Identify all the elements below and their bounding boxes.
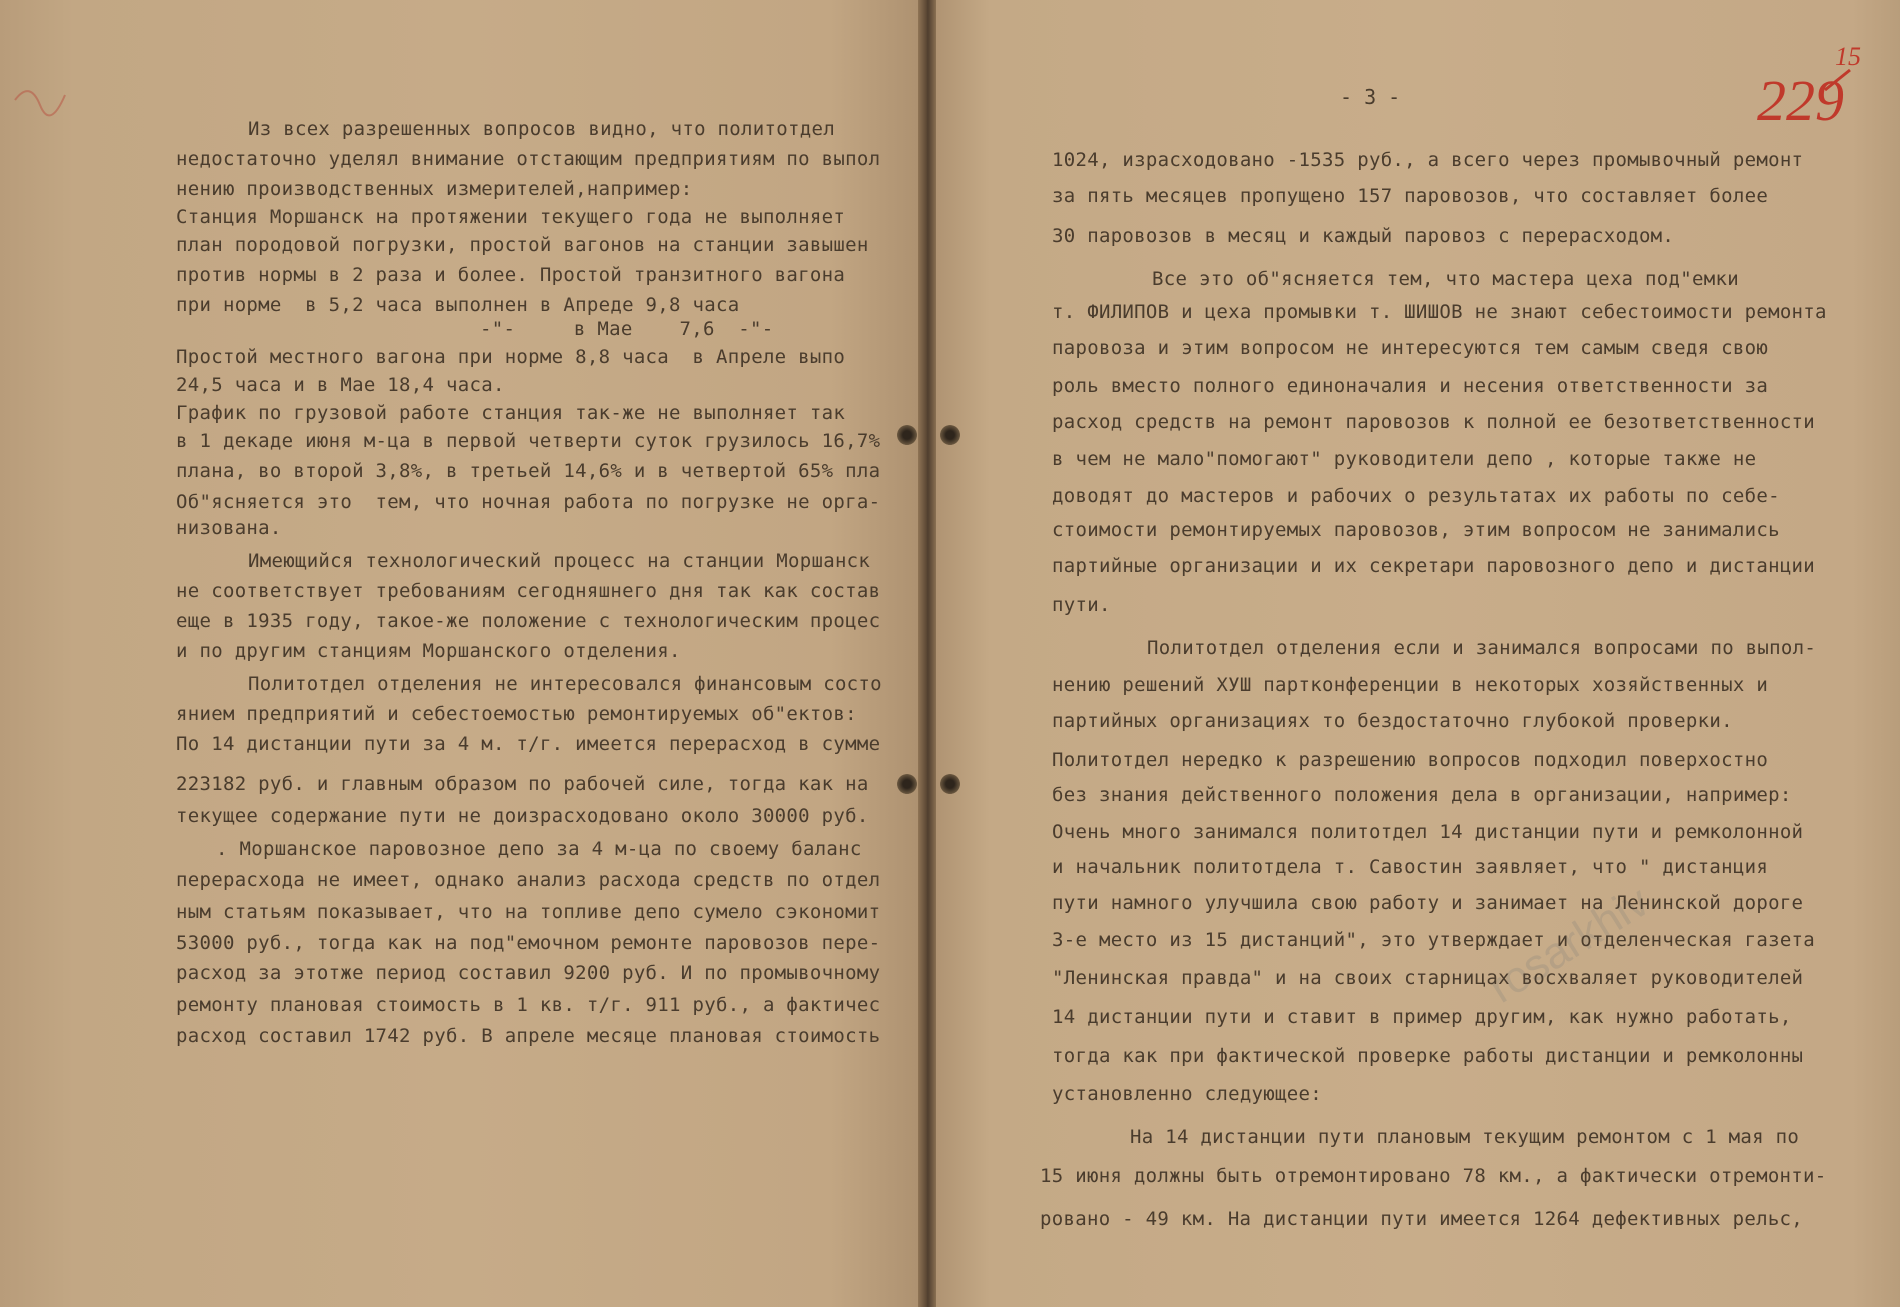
left-text-line: янием предприятий и себестоемостью ремонтируемых об"ектов: (176, 703, 857, 725)
binding-hole (940, 774, 960, 794)
watermark: rosarkhiv (1480, 876, 1658, 1013)
right-text-line: за пять месяцев пропущено 157 паровозов, что составляет более (1052, 185, 1769, 207)
left-text-line: 223182 руб. и главным образом по рабочей силе, тогда как на (176, 773, 869, 795)
left-text-line: 53000 руб., тогда как на под"емочном ремонте паровозов пере- (176, 932, 881, 954)
right-text-line: в чем не мало"помогают" руководители депо , которые также не (1052, 448, 1757, 470)
binding-hole (897, 774, 917, 794)
left-text-line: при норме в 5,2 часа выполнен в Апреде 9,8 часа (176, 294, 740, 316)
red-pencil-mark-icon (10, 70, 70, 130)
right-text-line: 14 дистанции пути и ставит в пример другим, как нужно работать, (1052, 1006, 1792, 1028)
right-text-line: 3-е место из 15 дистанций", это утверждает и отделенческая газета (1052, 929, 1816, 951)
right-text-line: расход средств на ремонт паровозов к полной ее безответственности (1052, 411, 1816, 433)
right-text-line: Политотдел отделения если и занимался вопросами по выпол- (1147, 637, 1817, 659)
binding-hole (897, 425, 917, 445)
right-text-line: 30 паровозов в месяц и каждый паровоз с перерасходом. (1052, 225, 1675, 247)
right-text-line: Политотдел нередко к разрешению вопросов подходил поверхостно (1052, 749, 1769, 771)
folio-text: 229 (1757, 68, 1844, 133)
right-text-line: роль вместо полного единоначалия и несения ответственности за (1052, 375, 1769, 397)
left-text-line: в 1 декаде июня м-ца в первой четверти суток грузилось 16,7% (176, 430, 881, 452)
right-text-line: без знания действенного положения дела в организации, например: (1052, 784, 1792, 806)
right-text-line: нению решений ХУШ партконференции в некоторых хозяйственных и (1052, 674, 1769, 696)
right-text-line: пути намного улучшила свою работу и занимает на Ленинской дороге (1052, 892, 1804, 914)
right-text-line: партийные организации и их секретари паровозного депо и дистанции (1052, 555, 1816, 577)
right-text-line: установленно следующее: (1052, 1083, 1322, 1105)
left-text-line: Об"ясняется это тем, что ночная работа по погрузке не орга- (176, 491, 881, 513)
folio-extra-text: 15 (1835, 42, 1861, 71)
left-text-line: По 14 дистанции пути за 4 м. т/г. имеется перерасход в сумме (176, 733, 881, 755)
right-text-line: ровано - 49 км. На дистанции пути имеется 1264 дефективных рельс, (1040, 1208, 1804, 1230)
right-text-line: На 14 дистанции пути плановым текущим ремонтом с 1 мая по (1130, 1126, 1800, 1148)
left-text-line: ным статьям показывает, что на топливе депо сумело сэкономит (176, 901, 881, 923)
left-text-line: -"- в Мае 7,6 -"- (480, 318, 774, 340)
left-text-line: против нормы в 2 раза и более. Простой транзитного вагона (176, 264, 846, 286)
folio-number (1755, 35, 1875, 135)
left-text-line: и по другим станциям Моршанского отделения. (176, 640, 681, 662)
left-text-line: низована. (176, 517, 282, 539)
right-text-line: паровоза и этим вопросом не интересуются тем самым сведя свою (1052, 337, 1769, 359)
right-text-line: и начальник политотдела т. Савостин заявляет, что " дистанция (1052, 856, 1769, 878)
right-text-line: 1024, израсходовано -1535 руб., а всего через промывочный ремонт (1052, 149, 1804, 171)
left-text-line: ремонту плановая стоимость в 1 кв. т/г. 911 руб., а фактичес (176, 994, 881, 1016)
right-text-line: "Ленинская правда" и на своих старницах восхваляет руководителей (1052, 967, 1804, 989)
left-text-line: перерасхода не имеет, однако анализ расхода средств по отдел (176, 869, 881, 891)
left-text-line: расход за этотже период составил 9200 руб. И по промывочному (176, 962, 881, 984)
left-text-line: не соответствует требованиям сегодняшнего дня так как состав (176, 580, 881, 602)
left-text-line: 24,5 часа и в Мае 18,4 часа. (176, 374, 505, 396)
left-text-line: недостаточно уделял внимание отстающим предприятиям по выпол (176, 148, 881, 170)
left-text-line: план породовой погрузки, простой вагонов на станции завышен (176, 234, 869, 256)
right-text-line: пути. (1052, 594, 1111, 616)
right-text-line: 15 июня должны быть отремонтировано 78 км., а фактически отремонти- (1040, 1165, 1827, 1187)
left-text-line: Станция Моршанск на протяжении текущего года не выполняет (176, 206, 846, 228)
right-text-line: партийных организациях то бездостаточно глубокой проверки. (1052, 710, 1733, 732)
left-text-line: нению производственных измерителей,например: (176, 178, 693, 200)
right-text-line: стоимости ремонтируемых паровозов, этим вопросом не занимались (1052, 519, 1780, 541)
right-text-line: т. ФИЛИПОВ и цеха промывки т. ШИШОВ не знают себестоимости ремонта (1052, 301, 1827, 323)
left-text-line: Простой местного вагона при норме 8,8 часа в Апреле выпо (176, 346, 846, 368)
left-text-line: Имеющийся технологический процесс на станции Моршанск (248, 550, 871, 572)
left-text-line: Политотдел отделения не интересовался финансовым состо (248, 673, 882, 695)
left-text-line: . Моршанское паровозное депо за 4 м-ца по своему баланс (216, 838, 862, 860)
right-text-line: тогда как при фактической проверке работы дистанции и ремколонны (1052, 1045, 1804, 1067)
left-text-line: плана, во второй 3,8%, в третьей 14,6% и в четвертой 65% пла (176, 460, 881, 482)
right-text-line: Все это об"ясняется тем, что мастера цеха под"емки (1152, 268, 1739, 290)
left-text-line: График по грузовой работе станция так-же не выполняет так (176, 402, 846, 424)
right-text-line: Очень много занимался политотдел 14 дистанции пути и ремколонной (1052, 821, 1804, 843)
left-text-line: Из всех разрешенных вопросов видно, что политотдел (248, 118, 835, 140)
right-text-line: доводят до мастеров и рабочих о результатах их работы по себе- (1052, 485, 1780, 507)
binding-gutter (918, 0, 936, 1307)
left-text-line: расход составил 1742 руб. В апреле месяце плановая стоимость (176, 1025, 881, 1047)
binding-hole (940, 425, 960, 445)
left-text-line: текущее содержание пути не доизрасходовано около 30000 руб. (176, 805, 869, 827)
page-number: - 3 - (1340, 85, 1401, 109)
left-text-line: еще в 1935 году, такое-же положение с технологическим процес (176, 610, 881, 632)
